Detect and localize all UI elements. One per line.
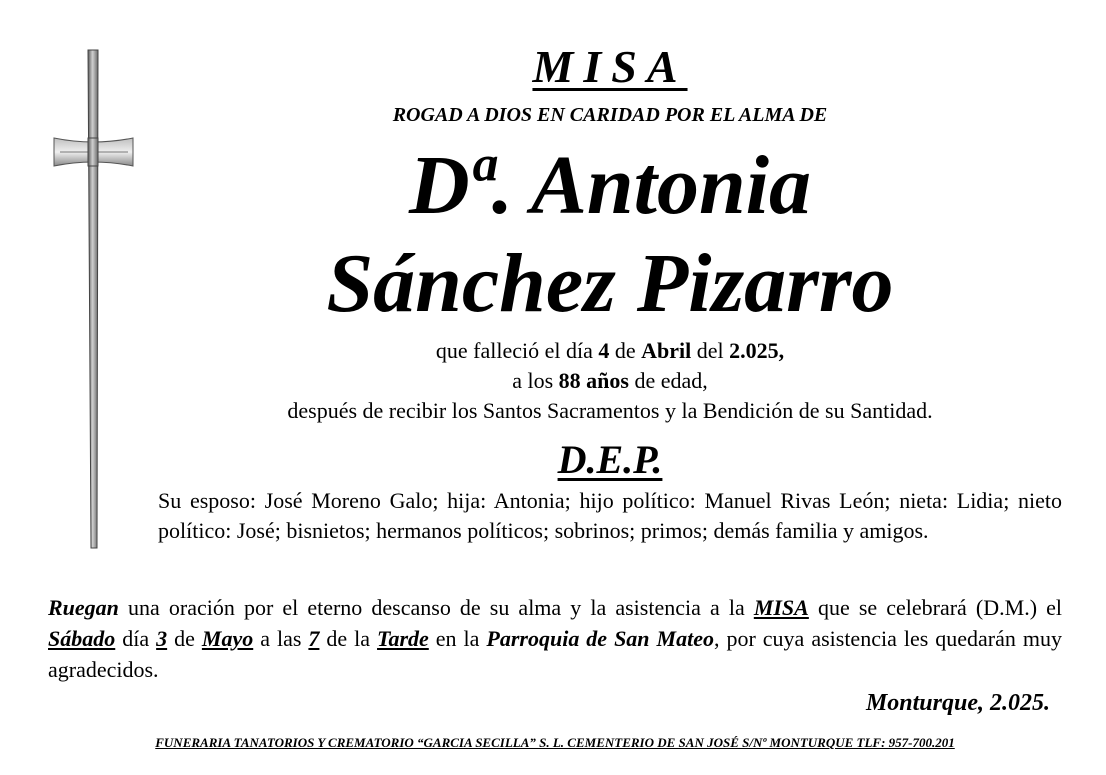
ruegan-word: Ruegan xyxy=(48,595,119,620)
age-line xyxy=(160,366,1060,396)
sacraments-line: después de recibir los Santos Sacramentos y la Bendición de su Santidad. xyxy=(287,398,933,423)
cross-icon xyxy=(50,48,140,553)
mass-hour: 7 xyxy=(308,626,320,651)
mass-month: Mayo xyxy=(201,626,254,651)
death-prefix: que falleció el día xyxy=(435,338,593,363)
death-de: de xyxy=(614,338,636,363)
age-suffix: de edad, xyxy=(634,368,708,393)
church-name: Parroquia de San Mateo xyxy=(486,626,714,651)
mass-day-name: Sábado xyxy=(48,626,116,651)
text-fragment: de la xyxy=(319,626,378,651)
deceased-name-line2: Sánchez Pizarro xyxy=(326,237,894,330)
mass-invitation xyxy=(48,592,1062,685)
death-del: del xyxy=(696,338,724,363)
dep-heading: D.E.P. xyxy=(557,437,663,482)
misa-word: MISA xyxy=(753,595,809,620)
family-list: Su esposo: José Moreno Galo; hija: Antonia; hijo político: Manuel Rivas León; nieta: Lidia; nieto político: José; bisnietos; hermanos políticos; sobrinos; primos; demás familia y amigos. xyxy=(158,488,1062,543)
death-month: Abril xyxy=(641,338,692,363)
mass-period: Tarde xyxy=(377,626,429,651)
footer-funeral-home: FUNERARIA TANATORIOS Y CREMATORIO “GARCIA SECILLA” S. L. CEMENTERIO DE SAN JOSÉ S/Nº MONTURQUE TLF: 957-700.201 xyxy=(155,735,955,750)
text-fragment: de xyxy=(167,626,202,651)
subtitle: ROGAD A DIOS EN CARIDAD POR EL ALMA DE xyxy=(392,104,828,126)
deceased-name-line1: Dª. Antonia xyxy=(408,139,812,232)
page-title: MISA xyxy=(532,41,688,92)
mass-day: 3 xyxy=(156,626,168,651)
text-fragment: en la xyxy=(428,626,487,651)
text-fragment: día xyxy=(115,626,157,651)
place-date: Monturque, 2.025. xyxy=(865,690,1050,716)
text-fragment: a las xyxy=(253,626,309,651)
age-prefix: a los xyxy=(512,368,554,393)
text-fragment: una oración por el eterno descanso de su alma y la asistencia a la xyxy=(118,595,754,620)
death-date-line xyxy=(160,336,1060,366)
death-day: 4 xyxy=(598,338,610,363)
text-fragment: que se celebrará (D.M.) el xyxy=(808,595,1062,620)
text-fragment: , por cuya asistencia les quedarán muy agradecidos. xyxy=(48,626,1062,682)
death-year: 2.025, xyxy=(729,338,785,363)
age-value: 88 años xyxy=(558,368,629,393)
